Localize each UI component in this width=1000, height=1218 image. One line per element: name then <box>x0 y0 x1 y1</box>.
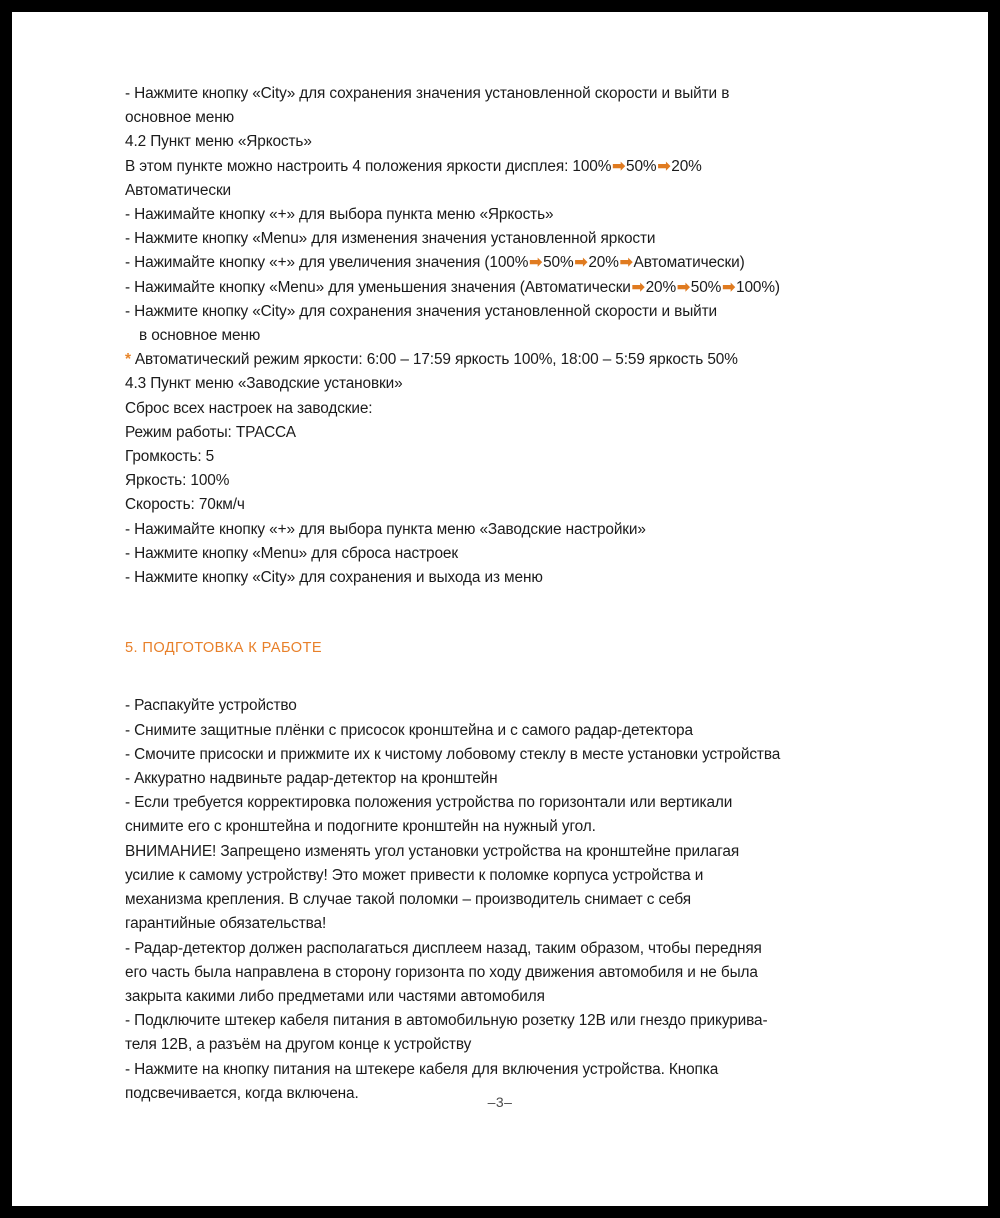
arrow-right-icon: ➡ <box>619 254 633 272</box>
section-4-3-heading: 4.3 Пункт меню «Заводские установки» <box>125 375 403 393</box>
text-line: - Нажимайте кнопку «+» для выбора пункта меню «Заводские настройки» <box>125 520 646 538</box>
arrow-right-icon: ➡ <box>657 157 671 175</box>
page-content <box>125 82 925 1106</box>
text-line: Автоматически <box>125 181 232 199</box>
arrow-right-icon: ➡ <box>574 254 588 272</box>
warning-line: механизма крепления. В случае такой поломки – производитель снимает с себя <box>125 891 691 909</box>
text-fragment: 50% <box>543 254 574 272</box>
text-fragment: Автоматический режим яркости: 6:00 – 17:59 яркость 100%, 18:00 – 5:59 яркость 50% <box>134 351 738 369</box>
arrow-right-icon: ➡ <box>677 278 690 296</box>
text-line: подсвечивается, когда включена. <box>125 1084 359 1102</box>
text-line: - Аккуратно надвиньте радар-детектор на кронштейн <box>125 770 498 788</box>
text-fragment: 50% <box>626 157 657 175</box>
text-line: - Если требуется корректировка положения устройства по горизонтали или вертикали <box>125 794 733 812</box>
factory-brightness-value: Яркость: 100% <box>125 472 230 490</box>
text-line: - Снимите защитные плёнки с присосок кронштейна и с самого радар-детектора <box>125 721 693 739</box>
factory-volume-value: Громкость: 5 <box>125 448 215 466</box>
text-line: основное меню <box>125 109 235 127</box>
text-line: - Нажимайте кнопку «+» для выбора пункта меню «Яркость» <box>125 206 554 224</box>
text-line: - Подключите штекер кабеля питания в автомобильную розетку 12В или гнездо прикурива- <box>125 1012 768 1030</box>
document-page <box>12 12 988 1206</box>
brightness-increase-line <box>125 251 925 275</box>
text-line: - Нажмите кнопку «Menu» для сброса настроек <box>125 544 458 562</box>
text-line: теля 12В, а разъём на другом конце к устройству <box>125 1036 472 1054</box>
text-fragment: 50% <box>690 278 722 296</box>
text-line: - Радар-детектор должен располагаться дисплеем назад, таким образом, чтобы передняя <box>125 939 762 957</box>
asterisk-icon: * <box>125 351 131 369</box>
section-4-2-heading: 4.2 Пункт меню «Яркость» <box>125 133 312 151</box>
warning-line: гарантийные обязательства! <box>125 915 327 933</box>
text-fragment: В этом пункте можно настроить 4 положения яркости дисплея: 100% <box>125 157 612 175</box>
warning-line: усилие к самому устройству! Это может привести к поломке корпуса устройства и <box>125 866 704 884</box>
text-line: - Нажмите на кнопку питания на штекере кабеля для включения устройства. Кнопка <box>125 1060 719 1078</box>
brightness-decrease-line <box>125 276 925 300</box>
factory-speed-value: Скорость: 70км/ч <box>125 496 245 514</box>
text-line: снимите его с кронштейна и подогните кронштейн на нужный угол. <box>125 818 596 836</box>
spacer <box>125 590 925 636</box>
text-line: в основное меню <box>139 327 261 345</box>
text-line: Сброс всех настроек на заводские: <box>125 399 373 417</box>
text-fragment: 100%) <box>736 278 780 296</box>
spacer <box>125 660 925 694</box>
arrow-right-icon: ➡ <box>722 278 736 296</box>
text-fragment: - Нажимайте кнопку «Menu» для уменьшения значения (Автоматически <box>125 278 631 296</box>
brightness-levels-line <box>125 155 925 179</box>
factory-mode-value: Режим работы: ТРАССА <box>125 423 296 441</box>
text-fragment: - Нажимайте кнопку «+» для увеличения значения (100% <box>125 254 529 272</box>
warning-line: ВНИМАНИЕ! Запрещено изменять угол установки устройства на кронштейне прилагая <box>125 842 740 860</box>
text-fragment: 20% <box>645 278 677 296</box>
section-5-heading: 5. ПОДГОТОВКА К РАБОТЕ <box>125 640 322 657</box>
text-line: - Нажмите кнопку «City» для сохранения значения установленной скорости и выйти <box>125 302 718 320</box>
text-fragment: 20% <box>671 157 702 175</box>
text-fragment: Автоматически) <box>633 254 745 272</box>
page-number: –3– <box>487 1094 513 1110</box>
arrow-right-icon: ➡ <box>631 278 645 296</box>
text-line: - Нажмите кнопку «City» для сохранения и выхода из меню <box>125 569 543 587</box>
text-line: - Нажмите кнопку «Menu» для изменения значения установленной яркости <box>125 230 656 248</box>
text-line: - Смочите присоски и прижмите их к чистому лобовому стеклу в месте установки устройства <box>125 745 781 763</box>
arrow-right-icon: ➡ <box>529 254 543 272</box>
text-line: закрыта какими либо предметами или частями автомобиля <box>125 987 545 1005</box>
arrow-right-icon: ➡ <box>612 157 626 175</box>
text-line: - Распакуйте устройство <box>125 697 297 715</box>
text-fragment: 20% <box>588 254 619 272</box>
text-line: его часть была направлена в сторону горизонта по ходу движения автомобиля и не была <box>125 963 758 981</box>
text-line: - Нажмите кнопку «City» для сохранения значения установленной скорости и выйти в <box>125 85 730 102</box>
auto-brightness-note <box>125 348 925 372</box>
